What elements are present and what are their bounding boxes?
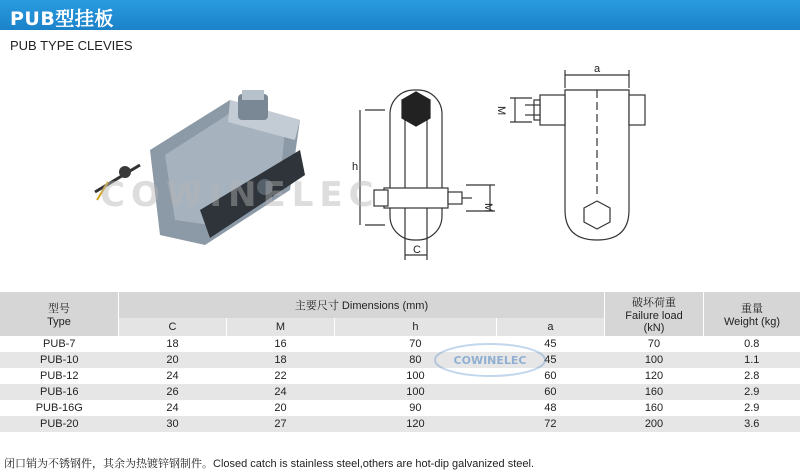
- page-subtitle: PUB TYPE CLEVIES: [10, 38, 133, 53]
- cell-a: 45: [496, 336, 604, 352]
- cell-a: 45: [496, 352, 604, 368]
- subheader-h: h: [334, 318, 496, 336]
- dim-c-label: C: [413, 244, 421, 256]
- cell-c: 26: [119, 384, 227, 400]
- table-row: [0, 416, 800, 432]
- load-header-unit: (kN): [605, 322, 703, 334]
- weight-header: [704, 292, 800, 336]
- dimensions-header: 主要尺寸 Dimensions (mm): [119, 292, 605, 318]
- cell-a: 72: [496, 416, 604, 432]
- cell-h: 80: [334, 352, 496, 368]
- table-row: [0, 384, 800, 400]
- cell-h: 120: [334, 416, 496, 432]
- cell-weight: 2.9: [704, 400, 800, 416]
- cell-c: 18: [119, 336, 227, 352]
- cell-a: 60: [496, 368, 604, 384]
- spec-table: [0, 292, 800, 432]
- cell-weight: 1.1: [704, 352, 800, 368]
- table-row: [0, 400, 800, 416]
- page-title: PUB型挂板: [10, 4, 114, 31]
- cell-load: 160: [605, 400, 704, 416]
- cell-load: 70: [605, 336, 704, 352]
- side-view-drawing: [510, 70, 645, 240]
- subheader-c: C: [119, 318, 227, 336]
- cell-m: 20: [226, 400, 334, 416]
- cell-weight: 2.8: [704, 368, 800, 384]
- cell-c: 20: [119, 352, 227, 368]
- load-header: [605, 292, 704, 336]
- table-row: [0, 352, 800, 368]
- cell-load: 100: [605, 352, 704, 368]
- brand-watermark: COWINELEC: [100, 175, 380, 215]
- type-header-en: Type: [0, 316, 118, 328]
- dim-m-label-front: M: [482, 203, 494, 212]
- type-header: [0, 292, 119, 336]
- cell-h: 70: [334, 336, 496, 352]
- subheader-a: a: [496, 318, 604, 336]
- cell-m: 18: [226, 352, 334, 368]
- dim-a-label: a: [594, 63, 601, 75]
- dim-m-label-side: M: [495, 106, 507, 115]
- logo-watermark-text: COWINELEC: [454, 354, 527, 367]
- cell-m: 24: [226, 384, 334, 400]
- cell-load: 120: [605, 368, 704, 384]
- cell-h: 100: [334, 368, 496, 384]
- brand-logo-watermark: [430, 340, 550, 380]
- type-header-cn: 型号: [0, 300, 118, 316]
- cell-type: PUB-7: [0, 336, 119, 352]
- cell-m: 27: [226, 416, 334, 432]
- cell-a: 48: [496, 400, 604, 416]
- cell-type: PUB-12: [0, 368, 119, 384]
- cell-h: 100: [334, 384, 496, 400]
- load-header-cn: 破坏荷重: [605, 294, 703, 310]
- cell-c: 30: [119, 416, 227, 432]
- cell-type: PUB-16G: [0, 400, 119, 416]
- material-note: 闭口销为不锈钢件，其余为热镀锌钢制件。Closed catch is stainless steel,others are hot-dip galvanized steel.: [4, 455, 534, 471]
- cell-type: PUB-20: [0, 416, 119, 432]
- subheader-m: M: [226, 318, 334, 336]
- cell-a: 60: [496, 384, 604, 400]
- cell-weight: 3.6: [704, 416, 800, 432]
- cell-load: 200: [605, 416, 704, 432]
- front-view-drawing: [360, 90, 495, 260]
- dim-h-label: h: [352, 161, 358, 173]
- cell-c: 24: [119, 368, 227, 384]
- cell-type: PUB-16: [0, 384, 119, 400]
- weight-header-cn: 重量: [704, 300, 800, 316]
- title-banner: [0, 0, 800, 30]
- clevis-photo: [95, 90, 305, 245]
- cell-m: 22: [226, 368, 334, 384]
- cell-weight: 2.9: [704, 384, 800, 400]
- cell-c: 24: [119, 400, 227, 416]
- cell-type: PUB-10: [0, 352, 119, 368]
- cell-weight: 0.8: [704, 336, 800, 352]
- cell-m: 16: [226, 336, 334, 352]
- cell-h: 90: [334, 400, 496, 416]
- table-row: [0, 368, 800, 384]
- load-header-en: Failure load: [605, 310, 703, 322]
- cell-load: 160: [605, 384, 704, 400]
- weight-header-en: Weight (kg): [704, 316, 800, 328]
- table-row: [0, 336, 800, 352]
